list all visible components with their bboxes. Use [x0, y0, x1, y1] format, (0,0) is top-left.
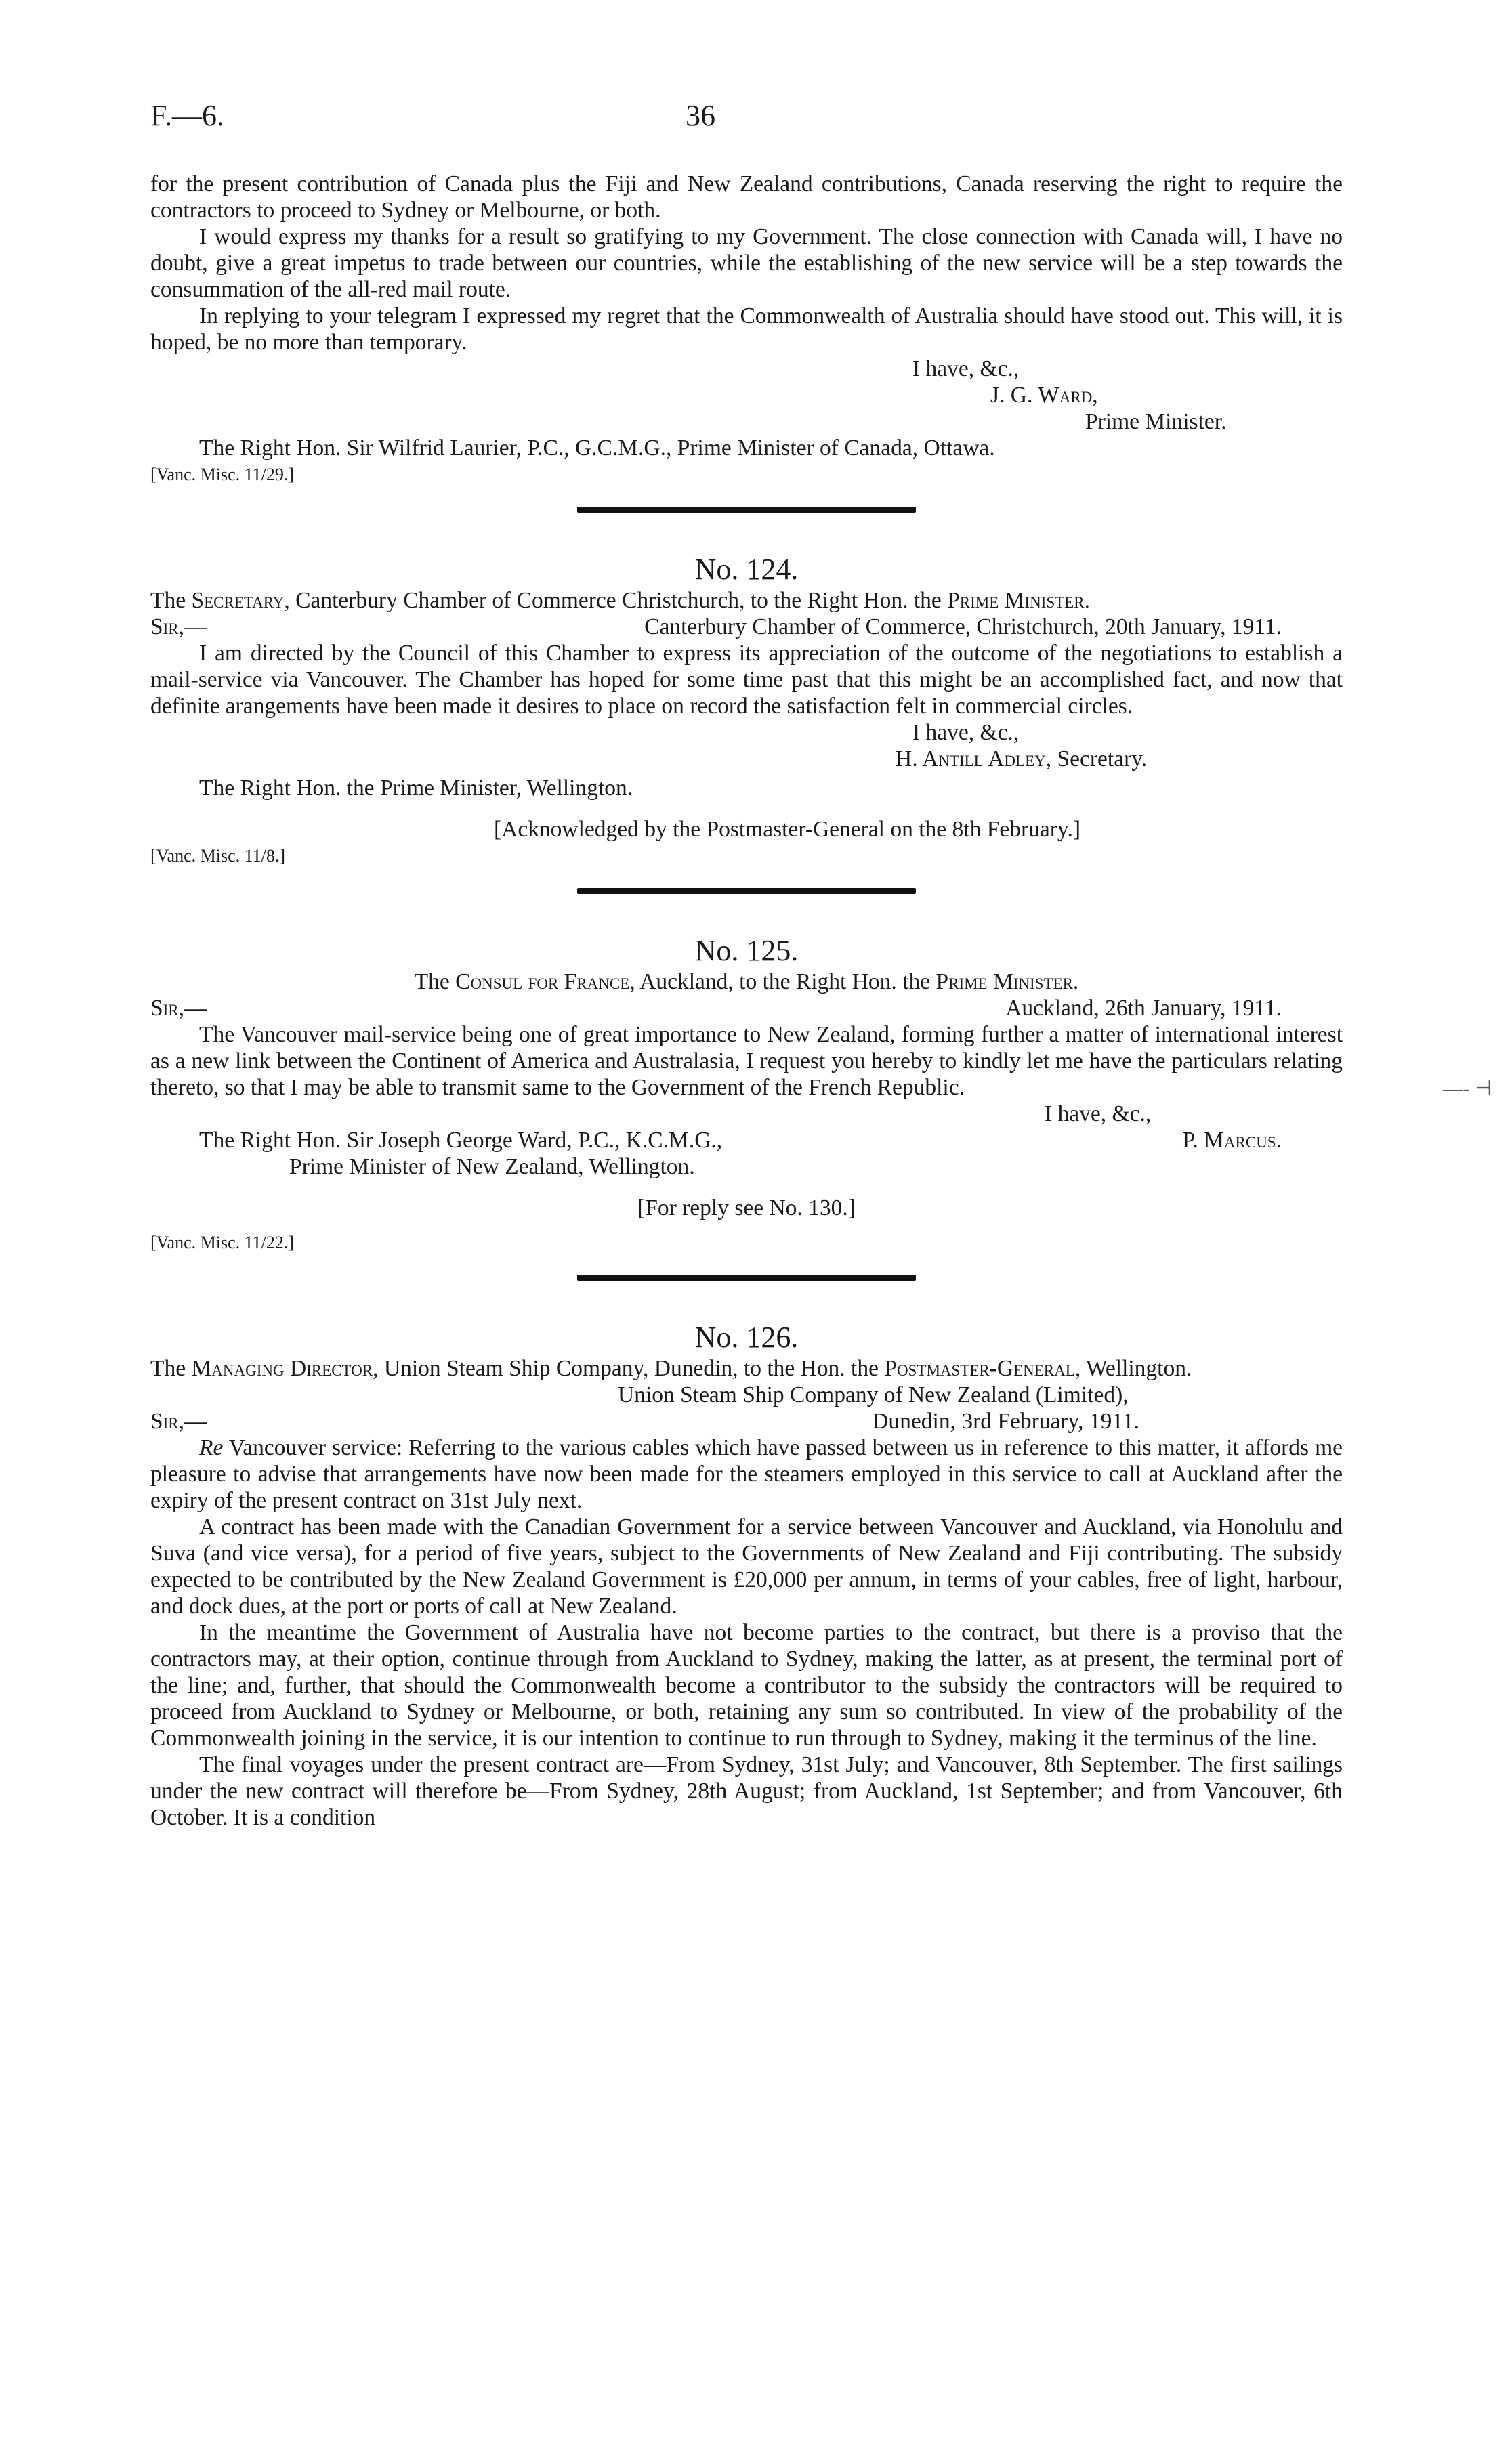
- closing: I have, &c.,: [912, 356, 1020, 381]
- page-body: [150, 171, 1343, 1831]
- salutation: Sir,—: [150, 614, 207, 639]
- addressee: The Right Hon. the Prime Minister, Wellington.: [199, 776, 633, 801]
- margin-mark: —- ⊣: [1443, 1078, 1493, 1100]
- file-reference: [Vanc. Misc. 11/8.]: [150, 846, 286, 866]
- section-divider: [577, 888, 916, 894]
- salutation-row: [150, 614, 1343, 640]
- salutation: Sir,—: [150, 1409, 207, 1434]
- salutation-row: [150, 995, 1343, 1021]
- section-divider: [577, 1275, 916, 1281]
- signer: H. Antill Adley,: [896, 746, 1052, 771]
- thanks-paragraph: I would express my thanks for a result so gratifying to my Government. The close connection with Canada will, I have no doubt, give a great impetus to trade between our countries, while the establishing of the new service will be a step towards the consummation of the all-red mail route.: [150, 224, 1343, 302]
- document-126: [150, 1320, 1343, 1831]
- document-number: No. 124.: [694, 553, 799, 586]
- dateline: Canterbury Chamber of Commerce, Christchurch, 20th January, 1911.: [644, 614, 1282, 639]
- closing: I have, &c.,: [1045, 1101, 1152, 1126]
- dateline: Auckland, 26th January, 1911.: [1005, 996, 1282, 1021]
- salutation: Sir,—: [150, 996, 207, 1021]
- document-124: [150, 552, 1343, 869]
- addressee: The Right Hon. Sir Joseph George Ward, P.C., K.C.M.G.,: [199, 1128, 723, 1153]
- document-heading: The Managing Director, Union Steam Ship Company, Dunedin, to the Hon. the Postmaster-General, Wellington.: [150, 1356, 1192, 1381]
- paragraph-1: Re Vancouver service: Referring to the various cables which have passed between us in reference to this matter, it affords me pleasure to advise that arrangements have now been made for the steamers employed in this service to call at Auckland after the expiry of the present contract on 31st July next.: [150, 1435, 1343, 1513]
- section-divider: [577, 507, 916, 513]
- file-reference: [Vanc. Misc. 11/22.]: [150, 1233, 295, 1252]
- paragraph-3: In the meantime the Government of Australia have not become parties to the contract, but there is a proviso that the contractors may, at their option, continue through from Auckland to Sydney, making the latter, as at present, the terminal port of the line; and, further, that should the Commonwealth become a contributor to the subsidy the contractors will be required to proceed from Auckland to Sydney or Melbourne, or both, retaining any sum so contributed. In view of the probability of the Commonwealth joining in the service, it is our intention to continue to run through to Sydney, making it the terminus of the line.: [150, 1620, 1343, 1751]
- page-header: [150, 98, 1343, 139]
- file-reference: [Vanc. Misc. 11/29.]: [150, 465, 295, 484]
- document-heading: The Consul for France, Auckland, to the Right Hon. the Prime Minister.: [414, 969, 1079, 994]
- letter-body: The Vancouver mail-service being one of great importance to New Zealand, forming further a matter of international interest as a new link between the Continent of America and Australasia, I request you hereby to kindly let me have the particulars relating thereto, so that I may be able to transmit same to the Government of the French Republic.: [150, 1022, 1343, 1100]
- addressee-row: [150, 1127, 1343, 1153]
- document-number: No. 126.: [694, 1321, 799, 1354]
- document-reference: F.—6.: [150, 99, 224, 132]
- reply-note: [For reply see No. 130.]: [637, 1195, 856, 1220]
- document-heading: The Secretary, Canterbury Chamber of Commerce Christchurch, to the Right Hon. the Prime Minister.: [150, 588, 1090, 613]
- paragraph-2: A contract has been made with the Canadian Government for a service between Vancouver and Auckland, via Honolulu and Suva (and vice versa), for a period of five years, subject to the Governments of New Zealand and Fiji contributing. The subsidy expected to be contributed by the New Zealand Government is £20,000 per annum, in terms of your cables, free of light, harbour, and dock dues, at the port or ports of call at New Zealand.: [150, 1514, 1343, 1619]
- document-number: No. 125.: [694, 934, 799, 967]
- signature-line: [150, 746, 1343, 772]
- continuation-paragraph: for the present contribution of Canada plus the Fiji and New Zealand contributions, Canada reserving the right to require the contractors to proceed to Sydney or Melbourne, or both.: [150, 171, 1343, 223]
- sender-address-line-1: Union Steam Ship Company of New Zealand (Limited),: [618, 1382, 1129, 1407]
- paragraph-4: The final voyages under the present contract are—From Sydney, 31st July; and Vancouver, 8th September. The first sailings under the new contract will therefore be—From Sydney, 28th August; from Auckland, 1st September; and from Vancouver, 6th October. It is a condition: [150, 1752, 1343, 1830]
- acknowledgement-note: [Acknowledged by the Postmaster-General on the 8th February.]: [493, 817, 1081, 842]
- regret-paragraph: In replying to your telegram I expressed my regret that the Commonwealth of Australia should have stood out. This will, it is hoped, be no more than temporary.: [150, 303, 1343, 355]
- addressee-line-2: Prime Minister of New Zealand, Wellington.: [289, 1154, 695, 1179]
- signer: J. G. Ward,: [990, 383, 1098, 408]
- signer-title: Secretary.: [1057, 746, 1148, 771]
- closing: I have, &c.,: [912, 720, 1020, 745]
- document-125: [150, 933, 1343, 1256]
- salutation-row: [150, 1408, 1343, 1435]
- sender-address-line-2: Dunedin, 3rd February, 1911.: [872, 1409, 1139, 1434]
- letter-body: I am directed by the Council of this Chamber to express its appreciation of the outcome of the negotiations to establish a mail-service via Vancouver. The Chamber has hoped for some time past that this might be an accomplished fact, and now that definite arangements have been made it desires to place on record the satisfaction felt in commercial circles.: [150, 641, 1343, 719]
- signer: P. Marcus.: [1182, 1128, 1282, 1153]
- addressee: The Right Hon. Sir Wilfrid Laurier, P.C., G.C.M.G., Prime Minister of Canada, Ottawa.: [199, 436, 995, 461]
- page-number: 36: [686, 99, 715, 132]
- signer-title: Prime Minister.: [1085, 409, 1227, 434]
